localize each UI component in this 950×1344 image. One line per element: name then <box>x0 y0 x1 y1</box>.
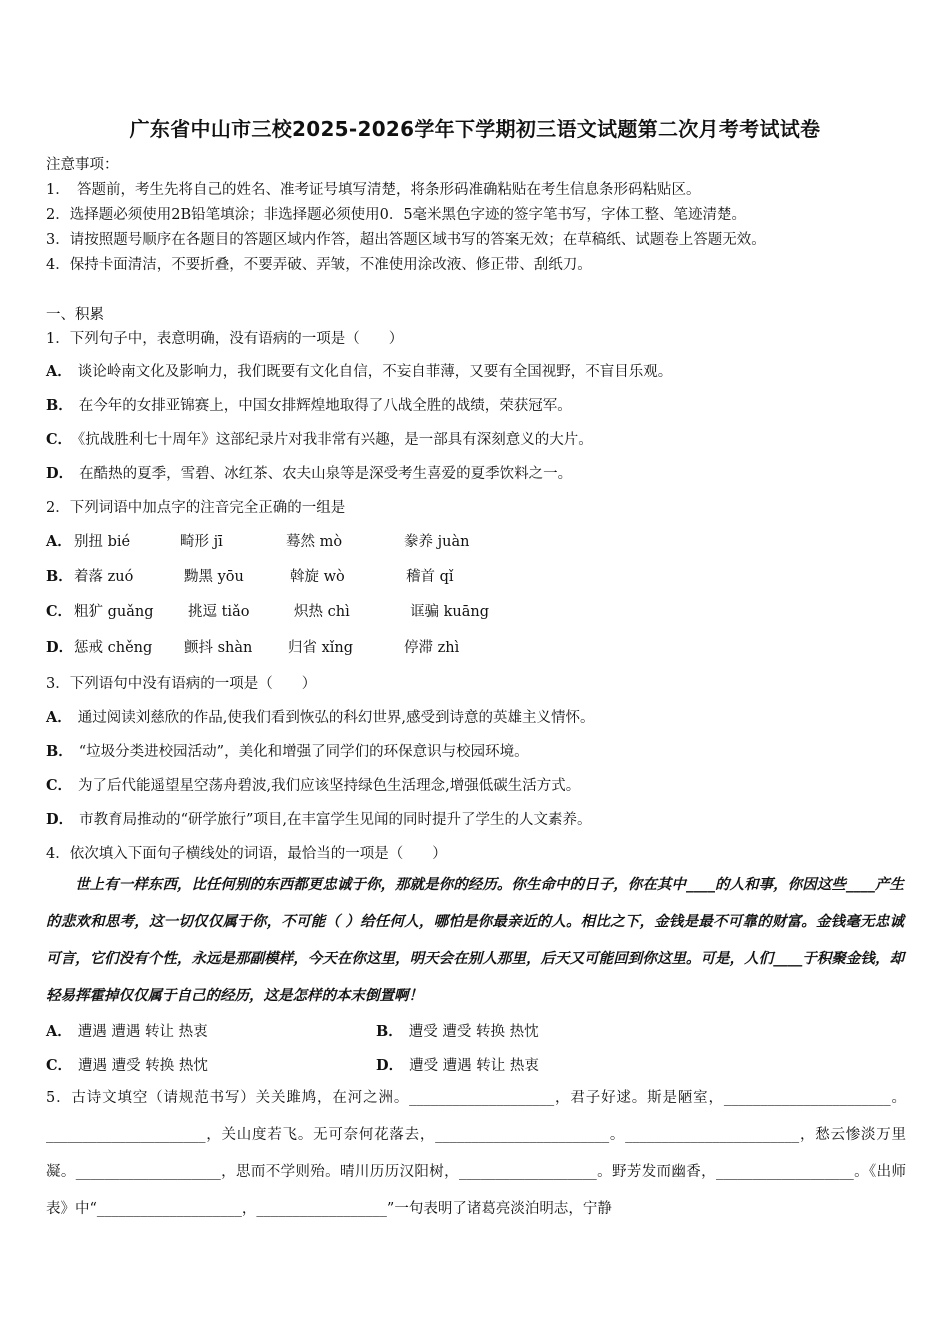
option-label: B． <box>376 1023 403 1040</box>
option-text: 市教育局推动的“研学旅行”项目,在丰富学生见闻的同时提升了学生的人文素养。 <box>79 812 592 828</box>
option-label: C． <box>46 603 73 620</box>
q3-option-c <box>46 774 580 795</box>
q1-option-c <box>46 428 593 449</box>
option-label: D． <box>46 639 74 656</box>
option-label: B． <box>46 397 73 414</box>
word-item: 炽热 chì <box>294 604 350 620</box>
q3-option-d <box>46 808 592 829</box>
word-item: 稽首 qǐ <box>406 569 454 585</box>
word-item: 畸形 jī <box>180 534 223 550</box>
q1-option-b <box>46 394 572 415</box>
word-item: 颤抖 shàn <box>184 640 253 656</box>
q3-stem: 3．下列语句中没有语病的一项是（ ） <box>46 676 317 692</box>
word-item: 别扭 bié <box>74 534 131 550</box>
q4-option-b <box>376 1020 539 1041</box>
q4-option-a <box>46 1020 208 1041</box>
q2-stem: 2．下列词语中加点字的注音完全正确的一组是 <box>46 500 346 516</box>
q1-option-d <box>46 462 572 483</box>
q2-row-d <box>46 636 906 660</box>
notice-heading: 注意事项： <box>46 157 119 173</box>
option-text: 通过阅读刘慈欣的作品,使我们看到恢弘的科幻世界,感受到诗意的英雄主义情怀。 <box>77 710 595 726</box>
notice-item-3: 3．请按照题号顺序在各题目的答题区域内作答，超出答题区域书写的答案无效；在草稿纸、试题卷上答题无效。 <box>46 232 766 248</box>
q4-passage: 世上有一样东西，比任何别的东西都更忠诚于你，那就是你的经历。你生命中的日子，你在其中____的人和事，你因这些____产生的悲欢和思考，这一切仅仅属于你，不可能（ ）给任何人，哪怕是你最亲近的人。相比之下，金钱是最不可靠的财富。金钱毫无忠诚可言，它们没有个性，永远是那副模样，今天在你这里，明天会在别人那里，后天又可能回到你这里。可是，人们____于积聚金钱，却轻易挥霍掉仅仅属于自己的经历，这是怎样的本末倒置啊！ <box>46 876 904 1004</box>
option-label: B． <box>46 568 73 585</box>
q3-option-b <box>46 740 529 761</box>
word-item: 黝黑 yōu <box>184 569 244 585</box>
q1-stem: 1．下列句子中，表意明确，没有语病的一项是（ ） <box>46 331 404 347</box>
option-label: D． <box>376 1057 404 1074</box>
word-item: 归省 xǐng <box>288 640 354 656</box>
word-item: 蓦然 mò <box>286 534 343 550</box>
notice-item-1: 1． 答题前，考生先将自己的姓名、准考证号填写清楚，将条形码准确粘贴在考生信息条形码粘贴区。 <box>46 182 701 198</box>
option-text: 遭受 遭遇 转让 热衷 <box>409 1058 539 1074</box>
word-item: 豢养 juàn <box>404 534 470 550</box>
option-text: 在酷热的夏季，雪碧、冰红茶、农夫山泉等是深受考生喜爱的夏季饮料之一。 <box>79 466 573 482</box>
word-item: 停滞 zhì <box>404 640 460 656</box>
option-label: C． <box>46 777 73 794</box>
option-text: 《抗战胜利七十周年》这部纪录片对我非常有兴趣，是一部具有深刻意义的大片。 <box>78 432 593 448</box>
option-label: D． <box>46 465 74 482</box>
q2-row-a <box>46 530 906 554</box>
q5-fill-in: 5．古诗文填空（请规范书写）关关雎鸠，在河之洲。____________________，君子好逑。斯是陋室，_______________________。______________________，关山度若飞。无可奈何花落去，________________________。________________________，愁云惨淡万里凝。____________________，思而不学则殆。晴川历历汉阳树，___________________。野芳发而幽香，___________________。《出师表》中“____________________，__________________”一句表明了诸葛亮淡泊明志，宁静 <box>46 1090 906 1217</box>
q4-stem: 4．依次填入下面句子横线处的词语，最恰当的一项是（ ） <box>46 846 447 862</box>
word-item: 粗犷 guǎng <box>74 604 154 620</box>
notice-item-4: 4．保持卡面清洁，不要折叠，不要弄破、弄皱，不准使用涂改液、修正带、刮纸刀。 <box>46 257 592 273</box>
option-label: A． <box>46 1023 72 1040</box>
q2-row-c <box>46 600 906 624</box>
option-text: “垃圾分类进校园活动”，美化和增强了同学们的环保意识与校园环境。 <box>78 744 529 760</box>
option-text: 遭遇 遭遇 转让 热衷 <box>77 1024 208 1040</box>
option-text: 遭遇 遭受 转换 热忱 <box>78 1058 208 1074</box>
q4-option-c <box>46 1054 208 1075</box>
option-label: C． <box>46 431 73 448</box>
option-text: 为了后代能遥望星空荡舟碧波,我们应该坚持绿色生活理念,增强低碳生活方式。 <box>78 778 581 794</box>
option-text: 在今年的女排亚锦赛上，中国女排辉煌地取得了八战全胜的战绩，荣获冠军。 <box>78 398 572 414</box>
section-heading: 一、积累 <box>46 307 104 323</box>
option-text: 遭受 遭受 转换 热忱 <box>408 1024 539 1040</box>
option-label: A． <box>46 709 72 726</box>
q1-option-a <box>46 360 672 381</box>
q2-row-b <box>46 565 906 589</box>
word-item: 诓骗 kuāng <box>410 604 489 620</box>
q4-option-d <box>376 1054 539 1075</box>
option-label: D． <box>46 811 74 828</box>
option-label: C． <box>46 1057 73 1074</box>
q3-option-a <box>46 706 594 727</box>
option-label: A． <box>46 533 72 550</box>
option-label: A． <box>46 363 72 380</box>
option-label: B． <box>46 743 73 760</box>
option-text: 谈论岭南文化及影响力，我们既要有文化自信，不妄自菲薄，又要有全国视野，不盲目乐观。 <box>77 364 673 380</box>
word-item: 惩戒 chěng <box>74 640 153 656</box>
word-item: 挑逗 tiǎo <box>188 604 250 620</box>
notice-item-2: 2．选择题必须使用2B铅笔填涂；非选择题必须使用0．5毫米黑色字迹的签字笔书写，字体工整、笔迹清楚。 <box>46 207 747 223</box>
word-item: 着落 zuó <box>74 569 134 585</box>
word-item: 斡旋 wò <box>290 569 345 585</box>
page-title: 广东省中山市三校2025-2026学年下学期初三语文试题第二次月考考试试卷 <box>129 117 821 141</box>
